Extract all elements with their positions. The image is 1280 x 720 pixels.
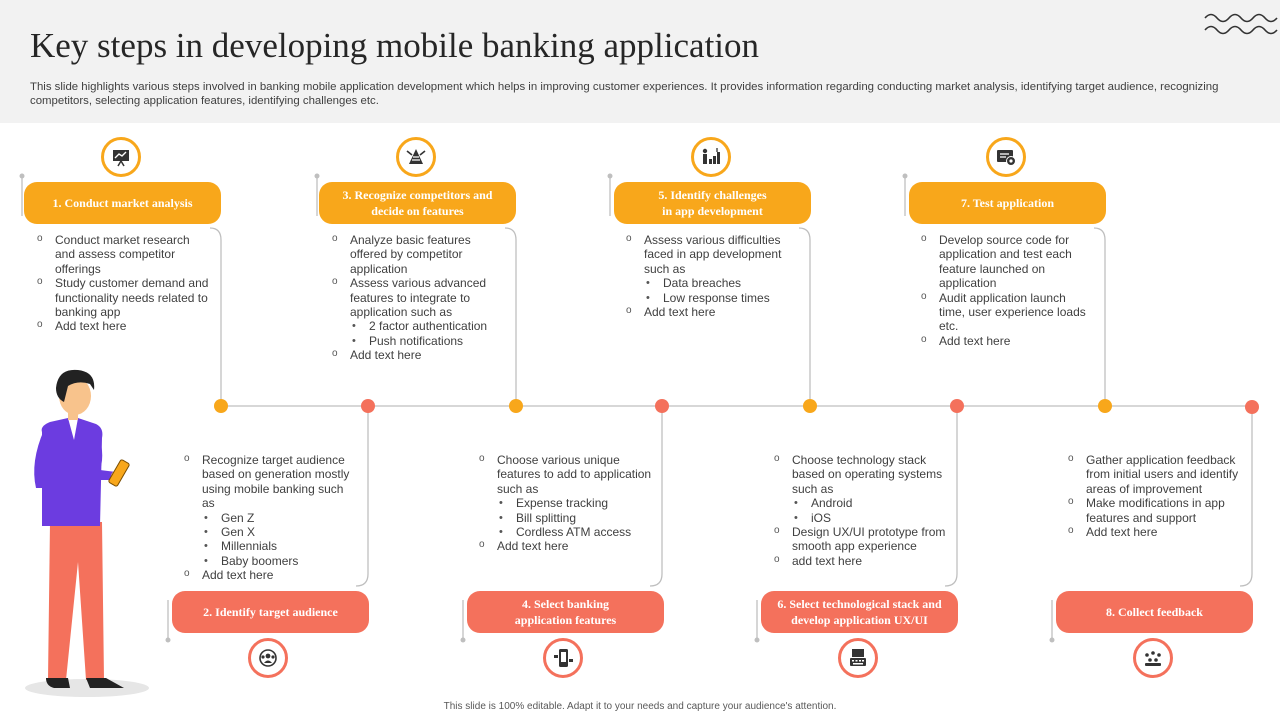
page-title: Key steps in developing mobile banking application — [30, 26, 760, 65]
bullet-item: o Assess various advanced features to integrate to application such as — [330, 276, 506, 319]
sub-bullet-item: • Low response times — [624, 291, 800, 305]
bullet-item: o Audit application launch time, user experience loads etc. — [919, 291, 1095, 334]
step-5-title-box: 5. Identify challenges in app development — [614, 182, 811, 224]
competition-icon — [396, 137, 436, 177]
timeline-dot — [509, 399, 523, 413]
bullet-item: o Add text here — [1066, 525, 1242, 539]
sub-bullet-item: • Baby boomers — [182, 554, 358, 568]
bullet-item: o Make modifications in app features and support — [1066, 496, 1242, 525]
bullet-item: o Add text here — [624, 305, 800, 319]
audience-icon — [248, 638, 288, 678]
wave-decoration-icon — [1203, 10, 1279, 38]
feedback-group-icon — [1133, 638, 1173, 678]
bullet-item: o Add text here — [35, 319, 211, 333]
step-5-details — [624, 233, 800, 319]
sub-bullet-item: • Bill splitting — [477, 511, 653, 525]
bullet-item: o Add text here — [330, 348, 506, 362]
sub-bullet-item: • Gen X — [182, 525, 358, 539]
bullet-item: o Study customer demand and functionality needs related to banking app — [35, 276, 211, 319]
step-4-title-box: 4. Select banking application features — [467, 591, 664, 633]
sub-bullet-item: • 2 factor authentication — [330, 319, 506, 333]
bullet-item: o Gather application feedback from initial users and identify areas of improvement — [1066, 453, 1242, 496]
mobile-features-icon — [543, 638, 583, 678]
step-4-details — [477, 453, 653, 554]
footer-note: This slide is 100% editable. Adapt it to your needs and capture your audience's attention. — [443, 701, 837, 712]
timeline-dot — [950, 399, 964, 413]
bullet-item: o add text here — [772, 554, 948, 568]
timeline-dot — [655, 399, 669, 413]
step-1-details — [35, 233, 211, 334]
timeline-dot — [361, 399, 375, 413]
bullet-item: o Recognize target audience based on generation mostly using mobile banking such as — [182, 453, 358, 511]
step-6-details — [772, 453, 948, 568]
bullet-item: o Assess various difficulties faced in app development such as — [624, 233, 800, 276]
keyboard-icon — [838, 638, 878, 678]
sub-bullet-item: • Push notifications — [330, 334, 506, 348]
step-8-details — [1066, 453, 1242, 539]
bullet-item: o Analyze basic features offered by competitor application — [330, 233, 506, 276]
step-1-title-box: 1. Conduct market analysis — [24, 182, 221, 224]
sub-bullet-item: • iOS — [772, 511, 948, 525]
timeline-dot — [1245, 400, 1259, 414]
sub-bullet-item: • Data breaches — [624, 276, 800, 290]
step-2-title-box: 2. Identify target audience — [172, 591, 369, 633]
person-with-phone-illustration — [20, 362, 160, 702]
bullet-item: o Conduct market research and assess competitor offerings — [35, 233, 211, 276]
step-8-title-box: 8. Collect feedback — [1056, 591, 1253, 633]
bullet-item: o Choose various unique features to add to application such as — [477, 453, 653, 496]
sub-bullet-item: • Android — [772, 496, 948, 510]
sub-bullet-item: • Expense tracking — [477, 496, 653, 510]
step-3-title-box: 3. Recognize competitors and decide on features — [319, 182, 516, 224]
timeline-dot — [214, 399, 228, 413]
step-6-title-box: 6. Select technological stack and develop application UX/UI — [761, 591, 958, 633]
bullet-item: o Add text here — [919, 334, 1095, 348]
bullet-item: o Design UX/UI prototype from smooth app experience — [772, 525, 948, 554]
timeline-dot — [1098, 399, 1112, 413]
page-subtitle: This slide highlights various steps involved in banking mobile application development which helps in improving customer experiences. It provides information regarding conducting market analysis, identifying target audience, recognizing competitors, selecting application features, identifying challenges etc. — [30, 81, 1219, 107]
presentation-chart-icon — [101, 137, 141, 177]
step-3-details — [330, 233, 506, 363]
step-7-title-box: 7. Test application — [909, 182, 1106, 224]
bullet-item: o Develop source code for application and test each feature launched on application — [919, 233, 1095, 291]
bullet-item: o Choose technology stack based on operating systems such as — [772, 453, 948, 496]
growth-challenge-icon — [691, 137, 731, 177]
bullet-item: o Add text here — [477, 539, 653, 553]
bullet-item: o Add text here — [182, 568, 358, 582]
sub-bullet-item: • Gen Z — [182, 511, 358, 525]
test-settings-icon — [986, 137, 1026, 177]
step-7-details — [919, 233, 1095, 348]
timeline-dot — [803, 399, 817, 413]
sub-bullet-item: • Millennials — [182, 539, 358, 553]
sub-bullet-item: • Cordless ATM access — [477, 525, 653, 539]
step-2-details — [182, 453, 358, 583]
